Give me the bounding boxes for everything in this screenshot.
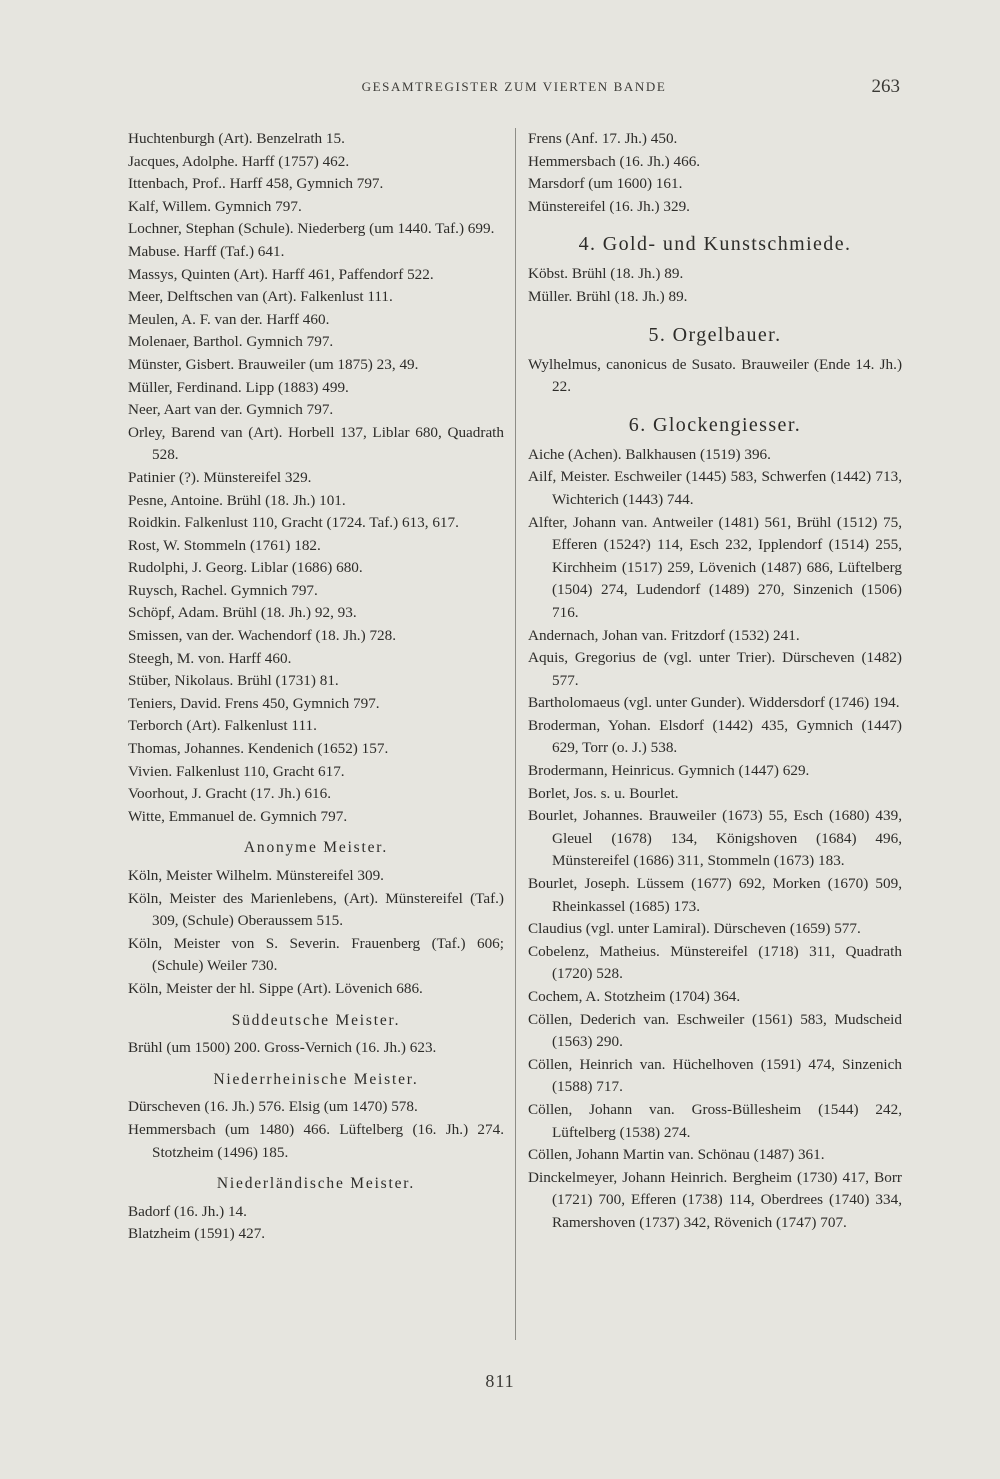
index-entry: Rost, W. Stommeln (1761) 182.: [128, 536, 321, 554]
running-title: GESAMTREGISTER ZUM VIERTEN BANDE: [361, 79, 667, 94]
running-header: [128, 77, 900, 101]
section-heading: 6. Glockengiesser.: [628, 413, 802, 436]
index-entry: Marsdorf (um 1600) 161.: [528, 175, 683, 193]
index-entry: Cöllen, Johann Martin van. Schönau (1487) 361.: [528, 1146, 825, 1164]
index-entry: Köln, Meister des Marienlebens, (Art). Münstereifel (Taf.) 309, (Schule) Oberaussem 515.: [128, 889, 504, 930]
index-entry: Bartholomaeus (vgl. unter Gunder). Widdersdorf (1746) 194.: [528, 694, 900, 712]
index-entry: Ruysch, Rachel. Gymnich 797.: [128, 581, 318, 599]
index-entry: Meer, Delftschen van (Art). Falkenlust 111.: [128, 288, 393, 306]
index-entry: Massys, Quinten (Art). Harff 461, Paffendorf 522.: [128, 265, 434, 283]
index-entry: Aquis, Gregorius de (vgl. unter Trier). Dürscheven (1482) 577.: [528, 649, 902, 689]
index-entry: Borlet, Jos. s. u. Bourlet.: [528, 784, 679, 802]
index-entry: Claudius (vgl. unter Lamiral). Dürscheven (1659) 577.: [528, 920, 861, 938]
index-entry: Cochem, A. Stotzheim (1704) 364.: [528, 988, 741, 1005]
index-entry: Badorf (16. Jh.) 14.: [128, 1202, 247, 1220]
index-entry: Molenaer, Barthol. Gymnich 797.: [128, 333, 334, 351]
index-entry: Vivien. Falkenlust 110, Gracht 617.: [128, 762, 345, 780]
section-heading: 4. Gold- und Kunstschmiede.: [578, 233, 852, 256]
index-entry: Hemmersbach (16. Jh.) 466.: [528, 152, 701, 170]
index-entry: Müller. Brühl (18. Jh.) 89.: [528, 287, 688, 305]
index-entry: Broderman, Yohan. Elsdorf (1442) 435, Gymnich (1447) 629, Torr (o. J.) 538.: [528, 716, 902, 757]
index-entry: Bourlet, Johannes. Brauweiler (1673) 55, Esch (1680) 439, Gleuel (1678) 134, Königshoven (1684) 496, Münstereifel (1686) 311, Stommeln (1673) 183.: [528, 807, 902, 870]
left-column: [128, 128, 504, 1246]
section-heading: Niederländische Meister.: [216, 1175, 416, 1193]
index-entry: Münstereifel (16. Jh.) 329.: [528, 197, 690, 215]
index-entry: Brühl (um 1500) 200. Gross-Vernich (16. Jh.) 623.: [128, 1039, 437, 1057]
index-entry: Ailf, Meister. Eschweiler (1445) 583, Schwerfen (1442) 713, Wichterich (1443) 744.: [528, 468, 902, 508]
right-column: [528, 128, 902, 1235]
index-entry: Roidkin. Falkenlust 110, Gracht (1724. Taf.) 613, 617.: [128, 514, 459, 532]
index-entry: Köbst. Brühl (18. Jh.) 89.: [528, 265, 684, 283]
index-entry: Cobelenz, Matheius. Münstereifel (1718) 311, Quadrath (1720) 528.: [528, 942, 902, 983]
index-entry: Orley, Barend van (Art). Horbell 137, Liblar 680, Quadrath 528.: [128, 423, 504, 464]
index-entry: Rudolphi, J. Georg. Liblar (1686) 680.: [128, 559, 363, 577]
section-heading: Süddeutsche Meister.: [231, 1011, 401, 1029]
index-entry: Thomas, Johannes. Kendenich (1652) 157.: [128, 740, 389, 758]
index-entry: Stüber, Nikolaus. Brühl (1731) 81.: [128, 672, 339, 690]
index-entry: Teniers, David. Frens 450, Gymnich 797.: [128, 694, 380, 712]
index-entry: Alfter, Johann van. Antweiler (1481) 561, Brühl (1512) 75, Efferen (1524?) 114, Esch 232, Ipplendorf (1514) 255, Kirchheim (1517) 259, Lövenich (1487) 686, Lüftelberg (1504) 274, Ludendorf (1489) 270, Sinzenich (1506) 716.: [528, 513, 902, 621]
index-entry: Terborch (Art). Falkenlust 111.: [128, 717, 317, 735]
index-entry: Blatzheim (1591) 427.: [128, 1225, 266, 1243]
section-heading: Niederrheinische Meister.: [213, 1070, 419, 1088]
index-entry: Patinier (?). Münstereifel 329.: [128, 468, 312, 486]
index-entry: Voorhout, J. Gracht (17. Jh.) 616.: [128, 785, 332, 803]
index-entry: Köln, Meister von S. Severin. Frauenberg (Taf.) 606; (Schule) Weiler 730.: [128, 934, 504, 975]
index-entry: Cöllen, Dederich van. Eschweiler (1561) 583, Mudscheid (1563) 290.: [528, 1010, 902, 1051]
page-number: 263: [871, 76, 900, 97]
index-entry: Köln, Meister der hl. Sippe (Art). Lövenich 686.: [128, 979, 423, 997]
index-entry: Cöllen, Heinrich van. Hüchelhoven (1591) 474, Sinzenich (1588) 717.: [528, 1055, 902, 1096]
index-entry: Cöllen, Johann van. Gross-Büllesheim (1544) 242, Lüftelberg (1538) 274.: [528, 1100, 902, 1141]
index-entry: Neer, Aart van der. Gymnich 797.: [128, 401, 334, 419]
printer-signature: 811: [485, 1371, 515, 1391]
index-entry: Dürscheven (16. Jh.) 576. Elsig (um 1470) 578.: [128, 1098, 418, 1116]
index-entry: Münster, Gisbert. Brauweiler (um 1875) 23, 49.: [128, 355, 419, 373]
column-divider: [515, 128, 516, 1340]
section-heading: Anonyme Meister.: [243, 839, 389, 857]
index-entry: Köln, Meister Wilhelm. Münstereifel 309.: [128, 867, 384, 884]
index-entry: Mabuse. Harff (Taf.) 641.: [128, 242, 285, 260]
index-entry: Dinckelmeyer, Johann Heinrich. Bergheim (1730) 417, Borr (1721) 700, Efferen (1738) 114, Oberdrees (1740) 334, Ramershoven (1737) 342, Rövenich (1747) 707.: [528, 1168, 902, 1231]
index-entry: Smissen, van der. Wachendorf (18. Jh.) 728.: [128, 627, 397, 645]
index-entry: Steegh, M. von. Harff 460.: [128, 649, 292, 667]
section-heading: 5. Orgelbauer.: [648, 323, 782, 346]
index-entry: Müller, Ferdinand. Lipp (1883) 499.: [128, 378, 349, 396]
index-entry: Lochner, Stephan (Schule). Niederberg (um 1440. Taf.) 699.: [128, 220, 495, 238]
index-entry: Witte, Emmanuel de. Gymnich 797.: [128, 807, 348, 825]
index-entry: Hemmersbach (um 1480) 466. Lüftelberg (16. Jh.) 274. Stotzheim (1496) 185.: [128, 1120, 504, 1161]
index-entry: Jacques, Adolphe. Harff (1757) 462.: [128, 152, 350, 170]
index-entry: Kalf, Willem. Gymnich 797.: [128, 197, 302, 215]
index-entry: Wylhelmus, canonicus de Susato. Brauweiler (Ende 14. Jh.) 22.: [528, 355, 902, 396]
index-entry: Meulen, A. F. van der. Harff 460.: [128, 310, 330, 328]
index-entry: Ittenbach, Prof.. Harff 458, Gymnich 797.: [128, 175, 384, 193]
index-entry: Huchtenburgh (Art). Benzelrath 15.: [128, 130, 345, 147]
index-entry: Bourlet, Joseph. Lüssem (1677) 692, Morken (1670) 509, Rheinkassel (1685) 173.: [528, 875, 902, 915]
index-entry: Frens (Anf. 17. Jh.) 450.: [528, 130, 678, 147]
index-entry: Schöpf, Adam. Brühl (18. Jh.) 92, 93.: [128, 604, 357, 622]
index-entry: Andernach, Johan van. Fritzdorf (1532) 241.: [528, 626, 800, 644]
index-entry: Pesne, Antoine. Brühl (18. Jh.) 101.: [128, 491, 346, 509]
index-entry: Brodermann, Heinricus. Gymnich (1447) 629.: [528, 762, 810, 780]
index-entry: Aiche (Achen). Balkhausen (1519) 396.: [528, 445, 771, 463]
